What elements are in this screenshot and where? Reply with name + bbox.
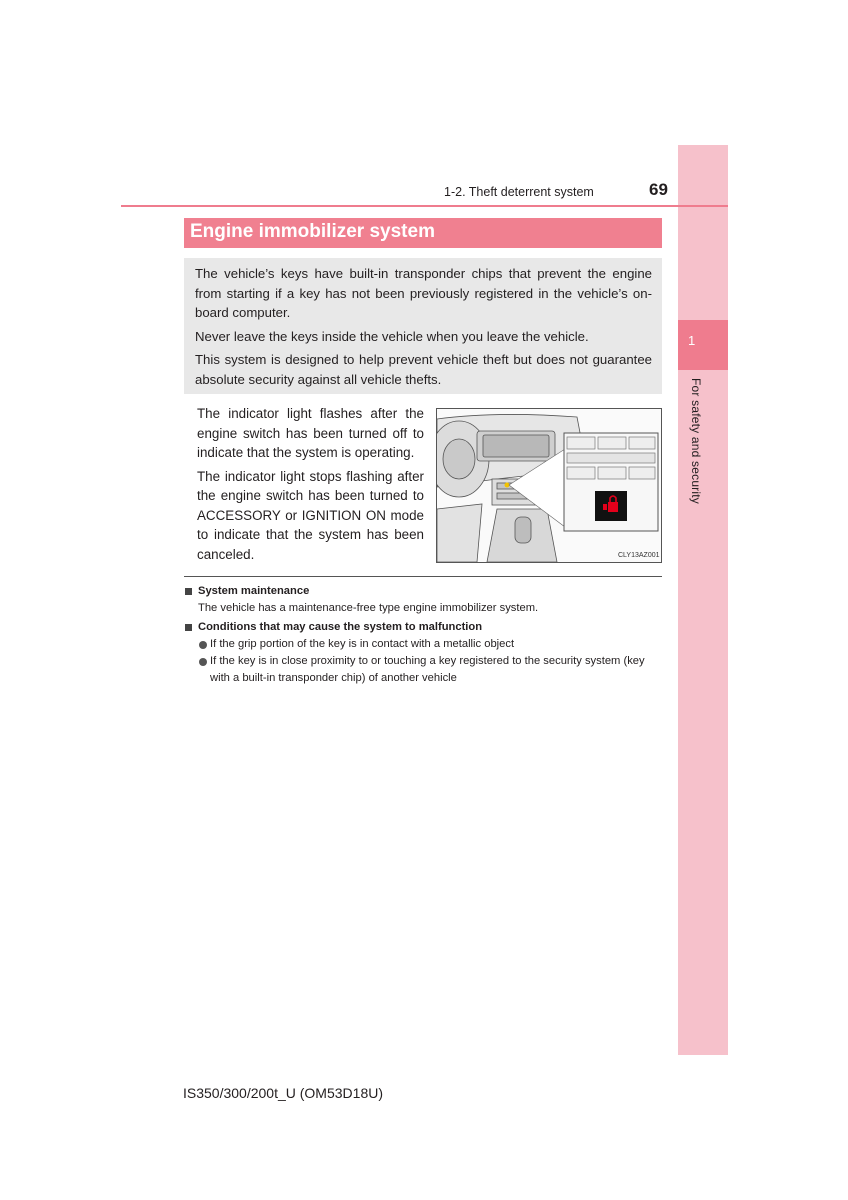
square-bullet-icon — [185, 588, 192, 595]
dashboard-illustration — [436, 408, 662, 563]
maintenance-text: The vehicle has a maintenance-free type engine immobilizer system. — [198, 602, 539, 614]
intro-paragraph: Never leave the keys inside the vehicle when you leave the vehicle. — [195, 328, 589, 344]
footer-model-code: IS350/300/200t_U (OM53D18U) — [183, 1085, 383, 1101]
figure-code: CLY13AZ001 — [618, 552, 660, 559]
side-tab — [678, 145, 728, 1055]
dashboard-drawing — [437, 409, 661, 562]
page-number: 69 — [649, 180, 668, 199]
conditions-heading: Conditions that may cause the system to malfunction — [198, 621, 483, 633]
header-rule — [121, 205, 728, 207]
notes-section — [184, 583, 664, 687]
intro-box — [184, 258, 662, 394]
note-heading — [184, 619, 664, 636]
body-paragraph: The indicator light stops flashing after the engine switch has been turned to ACCESSORY or IGNITION ON mode to indicate that the system has been canceled. — [197, 468, 424, 562]
divider — [184, 576, 662, 577]
note-heading — [184, 583, 664, 600]
chapter-number-tab: 1 — [678, 320, 728, 370]
dot-bullet-icon — [199, 658, 207, 666]
body-text — [197, 404, 424, 568]
page-title: Engine immobilizer system — [184, 218, 662, 248]
condition-text: If the key is in close proximity to or touching a key registered to the security system (key with a built-in transponder chip) of another vehicle — [210, 655, 645, 684]
condition-text: If the grip portion of the key is in contact with a metallic object — [210, 638, 515, 650]
square-bullet-icon — [185, 624, 192, 631]
dot-bullet-icon — [199, 641, 207, 649]
section-heading: 1-2. Theft deterrent system — [444, 185, 594, 199]
list-item — [184, 653, 664, 687]
intro-paragraph: The vehicle’s keys have built-in transponder chips that prevent the engine from starting if a key has not been previously registered in the vehicle’s on-board computer. — [195, 266, 652, 320]
intro-paragraph: This system is designed to help prevent vehicle theft but does not guarantee absolute security against all vehicle thefts. — [195, 352, 652, 387]
list-item — [184, 636, 664, 653]
body-paragraph: The indicator light flashes after the engine switch has been turned off to indicate that the system is operating. — [197, 406, 424, 460]
chapter-label: For safety and security — [689, 378, 703, 504]
maintenance-heading: System maintenance — [198, 585, 310, 597]
